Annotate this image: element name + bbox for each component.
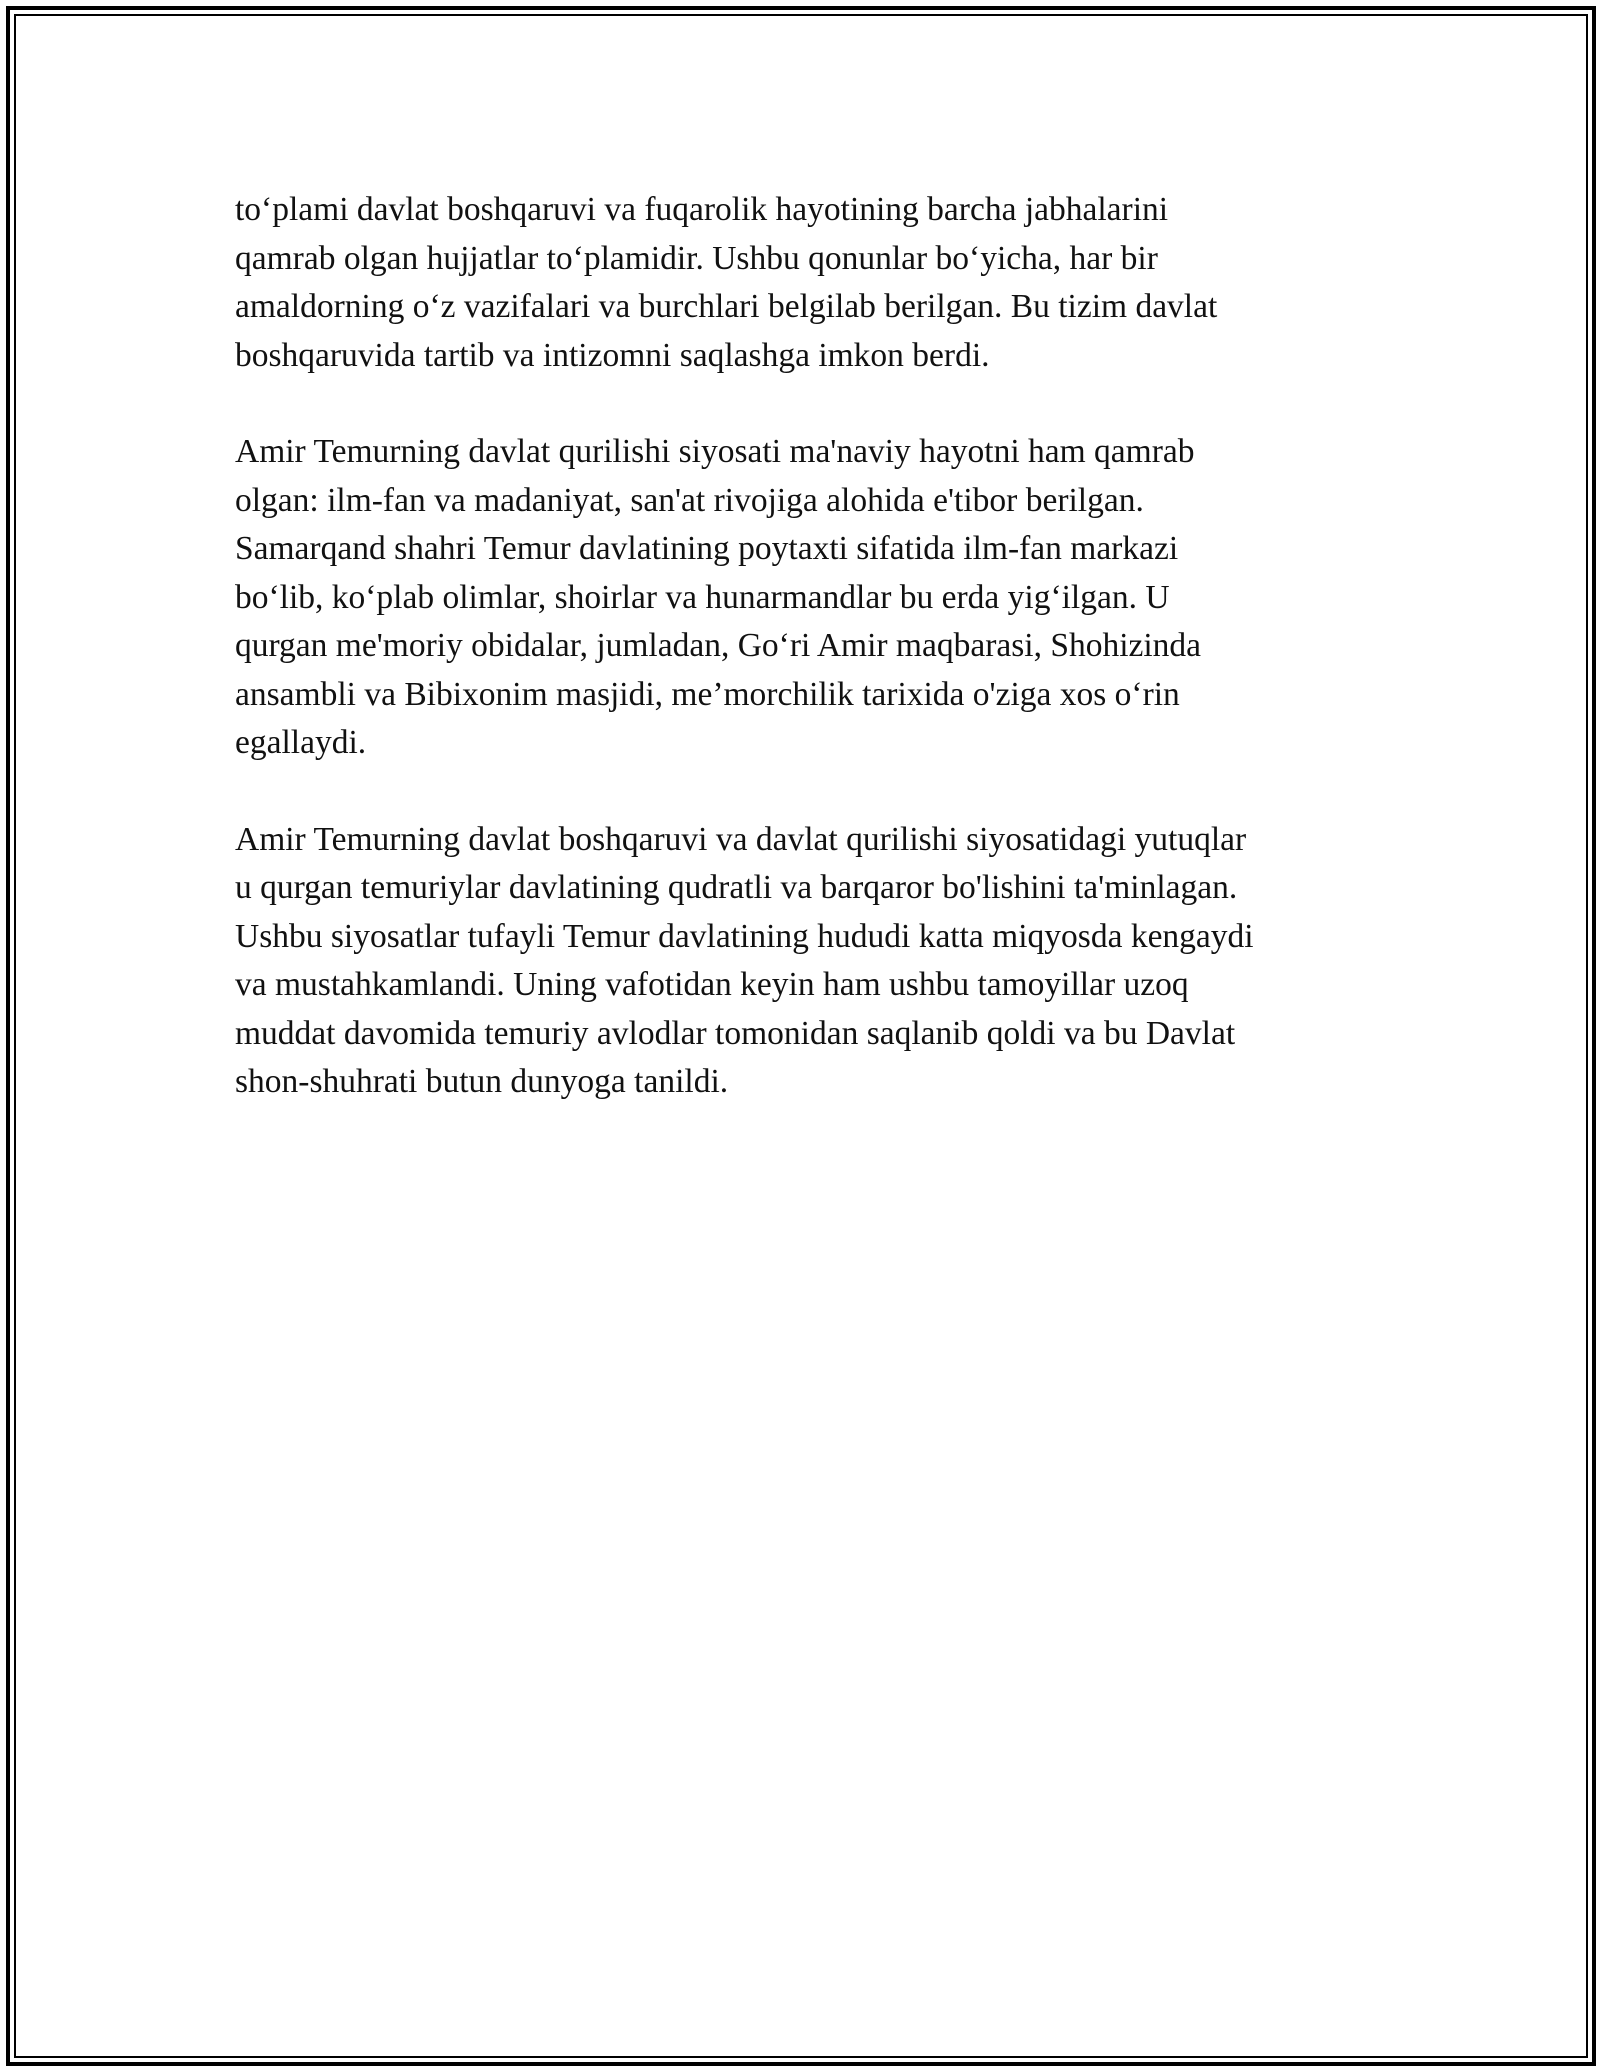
document-body <box>235 186 1360 1155</box>
paragraph-2: Amir Temurning davlat qurilishi siyosati ma'naviy hayotni ham qamrab olgan: ilm-fan va madaniyat, san'at rivojiga alohida e'tibor berilgan. Samarqand shahri Temur davlatining poytaxti sifatida ilm-fan markazi bo‘lib, ko‘plab olimlar, shoirlar va hunarmandlar bu erda yig‘ilgan. U qurgan me'moriy obidalar, jumladan, Go‘ri Amir maqbarasi, Shohizinda ansambli va Bibixonim masjidi, me’morchilik tarixida o'ziga xos o‘rin egallaydi. <box>235 433 1202 761</box>
paragraph-1: to‘plami davlat boshqaruvi va fuqarolik hayotining barcha jabhalarini qamrab olgan hujjatlar to‘plamidir. Ushbu qonunlar bo‘yicha, har bir amaldorning o‘z vazifalari va burchlari belgilab berilgan. Bu tizim davlat boshqaruvida tartib va intizomni saqlashga imkon berdi. <box>235 191 1218 374</box>
paragraph-3: Amir Temurning davlat boshqaruvi va davlat qurilishi siyosatidagi yutuqlar u qurgan temuriylar davlatining qudratli va barqaror bo'lishini ta'minlagan. Ushbu siyosatlar tufayli Temur davlatining hududi katta miqyosda kengaydi va mustahkamlandi. Uning vafotidan keyin ham ushbu tamoyillar uzoq muddat davomida temuriy avlodlar tomonidan saqlanib qoldi va bu Davlat shon-shuhrati butun dunyoga tanildi. <box>235 820 1254 1100</box>
